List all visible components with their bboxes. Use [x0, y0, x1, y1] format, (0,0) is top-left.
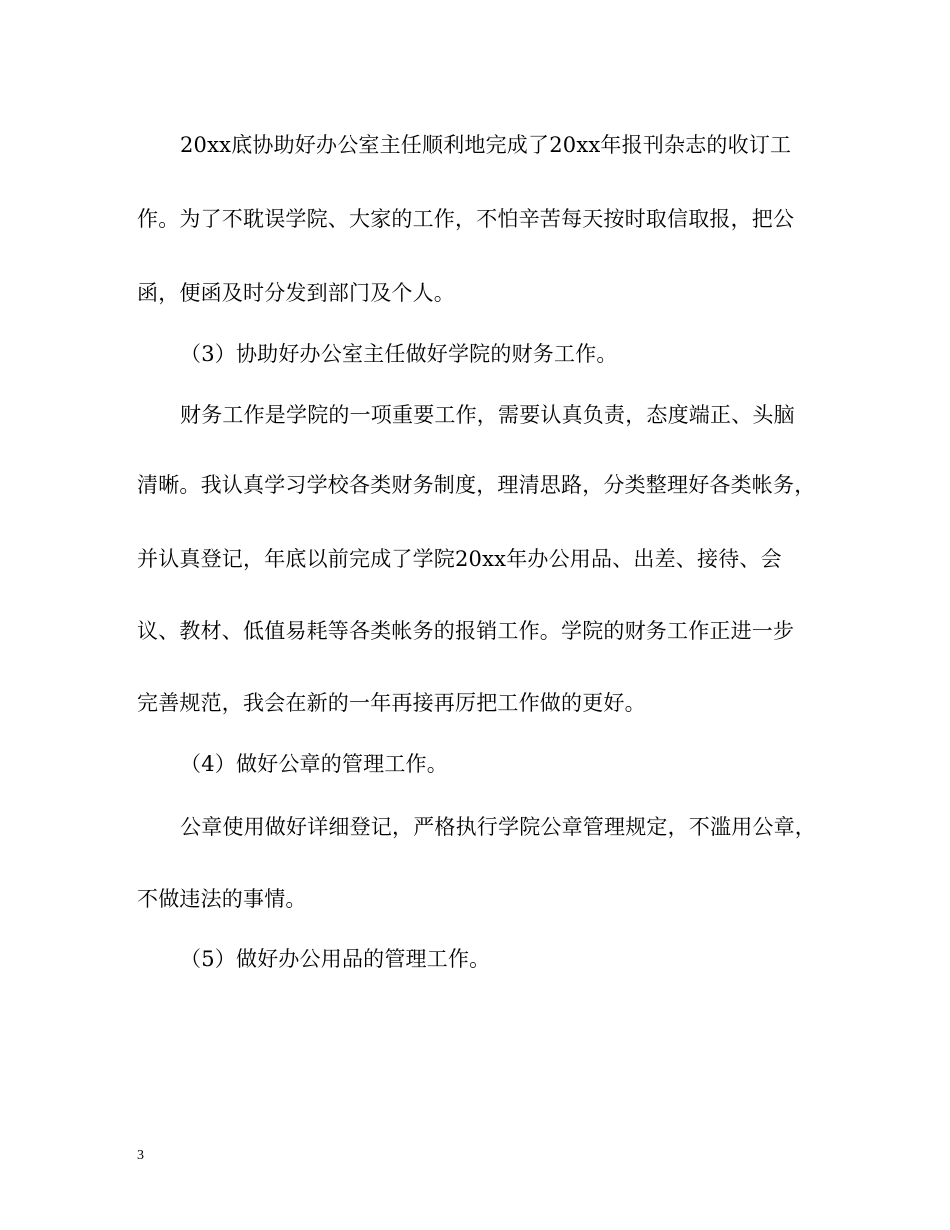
paragraph-5-line-2: 不做违法的事情。 [137, 887, 307, 911]
section-heading-3: （3）协助好办公室主任做好学院的财务工作。 [180, 342, 618, 366]
paragraph-1-line-1: 20xx底协助好办公室主任顺利地完成了20xx年报刊杂志的收订工 [180, 133, 792, 157]
paragraph-3-line-3: 并认真登记，年底以前完成了学院20xx年办公用品、出差、接待、会 [137, 547, 782, 571]
section-heading-5: （5）做好办公用品的管理工作。 [180, 947, 491, 971]
paragraph-3-line-5: 完善规范，我会在新的一年再接再厉把工作做的更好。 [137, 691, 646, 715]
paragraph-3-line-1: 财务工作是学院的一项重要工作，需要认真负责，态度端正、头脑 [180, 403, 795, 427]
paragraph-3-line-2: 清晰。我认真学习学校各类财务制度，理清思路，分类整理好各类帐务， [137, 473, 816, 497]
page-number: 3 [137, 1148, 144, 1163]
paragraph-1-line-3: 函，便函及时分发到部门及个人。 [137, 281, 455, 305]
section-heading-4: （4）做好公章的管理工作。 [180, 752, 448, 776]
paragraph-3-line-4: 议、教材、低值易耗等各类帐务的报销工作。学院的财务工作正进一步 [137, 619, 795, 643]
paragraph-5-line-1: 公章使用做好详细登记，严格执行学院公章管理规定，不滥用公章， [180, 815, 816, 839]
paragraph-1-line-2: 作。为了不耽误学院、大家的工作，不怕辛苦每天按时取信取报，把公 [137, 207, 795, 231]
